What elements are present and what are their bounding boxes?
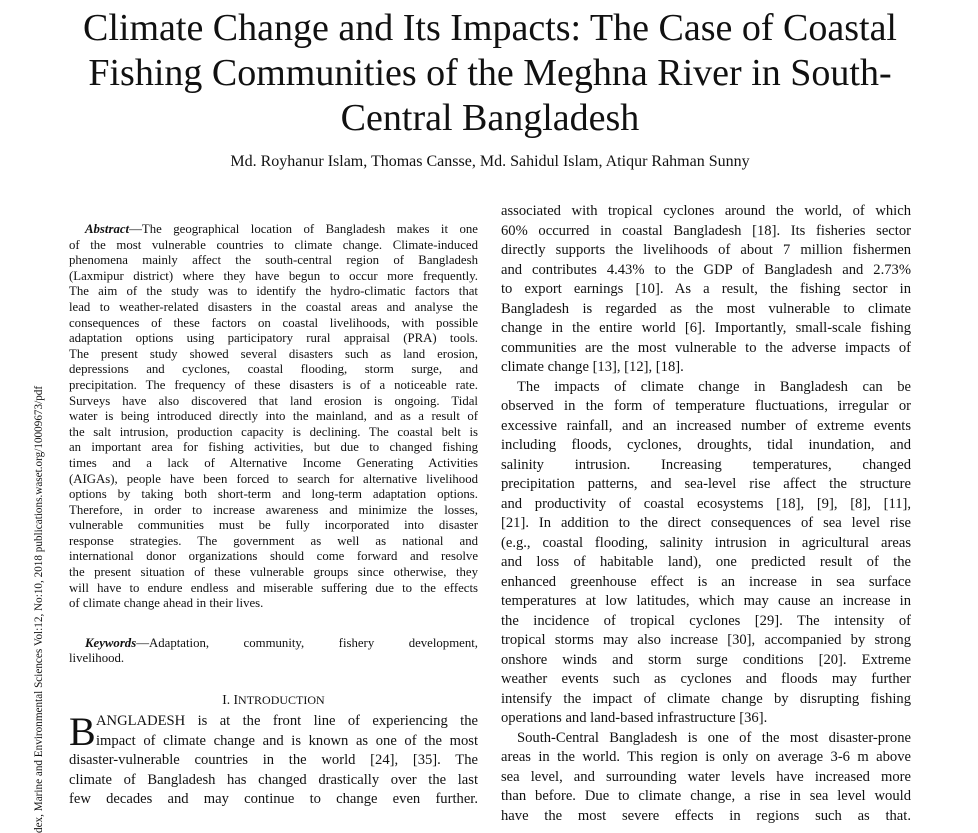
abstract-line: an important area for fishing activities, but due to changed fishing — [69, 440, 478, 455]
body-line: enhanced greenhouse effect is an increase in sea surface — [501, 573, 911, 590]
intro-line: climate of Bangladesh has changed drastically over the last — [69, 771, 478, 788]
body-line: precipitation patterns, and sea-level rise affect the structure — [501, 476, 911, 492]
body-line: the incidence of tropical cyclones [29]. The intensity of — [501, 612, 911, 629]
abstract-line: (AIGAs), people have been forced to search for alternative livelihood — [69, 471, 478, 486]
abstract-line: international donor organizations should come forward and resolve — [69, 549, 478, 564]
drop-cap: B — [69, 709, 96, 755]
body-line: (e.g., coastal flooding, salinity intrusion in agricultural areas — [501, 534, 911, 551]
intro-line: disaster-vulnerable countries in the world [24], [35]. The — [69, 752, 478, 769]
abstract-line: the salt intrusion, production capacity is declining. The coastal belt is — [69, 424, 478, 439]
body-line: areas in the world. This region is only on average 3-6 m above — [501, 749, 911, 765]
abstract-section — [69, 222, 478, 612]
body-line: operations and land-based infrastructure [36]. — [501, 710, 768, 726]
intro-line: few decades and may continue to change even further. — [69, 791, 478, 808]
left-column — [69, 222, 478, 810]
body-line: weather events such as cyclones and floods may further — [501, 671, 911, 687]
body-line: observed in the form of temperature fluctuations, irregular or — [501, 398, 911, 414]
abstract-line: precipitation. The frequency of these disasters is of a noticeable rate. — [69, 377, 478, 392]
body-line: and loss of habitable land), one predicted result of the — [501, 554, 911, 570]
paper-title: Climate Change and Its Impacts: The Case of Coastal Fishing Communities of the Meghna River in South-Central Bangladesh — [83, 7, 897, 139]
abstract-line: vulnerable communities must be fully incorporated into disaster — [69, 518, 478, 533]
body-line: to export earnings [10]. As a result, the fishing sector in — [501, 281, 911, 297]
body-line: climate change [13], [12], [18]. — [501, 359, 684, 375]
body-line: temperatures at low latitudes, which may cause an increase in — [501, 593, 911, 609]
body-line: salinity intrusion. Increasing temperatures, changed — [501, 456, 911, 473]
body-line: excessive rainfall, and an increased number of extreme events — [501, 417, 911, 434]
abstract-line: times and a lack of Alternative Income Generating Activities — [69, 455, 478, 470]
abstract-line: Therefore, in order to increase awareness and minimize the losses, — [69, 502, 478, 517]
keywords-line: livelihood. — [69, 651, 125, 666]
body-line: The impacts of climate change in Bangladesh can be — [517, 378, 911, 395]
abstract-line: depressions and cyclones, coastal flooding, storm surge, and — [69, 362, 478, 377]
abstract-line: phenomena mainly affect the south-central region of Bangladesh — [69, 253, 478, 268]
body-line: onshore winds and storm surge conditions [20]. Extreme — [501, 651, 911, 668]
abstract-line: of the most vulnerable countries to climate change. Climate-induced — [69, 237, 478, 252]
body-line: change in the entire world [6]. Importantly, small-scale fishing — [501, 320, 911, 336]
introduction-paragraph — [69, 709, 478, 810]
body-line: directly supports the livelihoods of about 7 million fishermen — [501, 242, 911, 258]
abstract-line: will have to endure endless and miserable suffering due to the effects — [69, 580, 478, 595]
body-line: have the most severe effects in regions such as that. — [501, 807, 911, 824]
abstract-line: of climate change ahead in their lives. — [69, 596, 264, 611]
body-line: [21]. In addition to the direct consequences of sea level rise — [501, 515, 911, 531]
abstract-line: consequences of these factors on coastal livelihoods, with possible — [69, 315, 478, 330]
body-line: and contributes 4.43% to the GDP of Bangladesh and 2.73% — [501, 261, 911, 278]
keywords-section — [69, 636, 478, 667]
abstract-line: water is being introduced directly into the mainland, and as a result of — [69, 409, 478, 424]
journal-side-label: dex, Marine and Environmental Sciences Vol:12, No:10, 2018 publications.waset.org/10009673/pdf — [33, 385, 45, 833]
body-line: communities are the most vulnerable to the adverse impacts of — [501, 339, 911, 356]
body-line: sea level, and surrounding water levels have increased more — [501, 768, 911, 785]
abstract-line: Abstract—The geographical location of Bangladesh makes it one — [85, 222, 478, 236]
intro-line: impact of climate change and is known as one of the most — [96, 732, 478, 749]
right-column — [501, 202, 911, 826]
author-list: Md. Royhanur Islam, Thomas Cansse, Md. Sahidul Islam, Atiqur Rahman Sunny — [230, 153, 750, 170]
abstract-line: Surveys have also discovered that land erosion is ongoing. Tidal — [69, 393, 478, 408]
body-line: intensify the impact of climate change by disrupting fishing — [501, 690, 911, 707]
keywords-label: Keywords — [85, 635, 137, 650]
body-line: 60% occurred in coastal Bangladesh [18]. Its fisheries sector — [501, 222, 911, 239]
abstract-line: The aim of the study was to identify the hydro-climatic factors that — [69, 284, 478, 299]
abstract-label: Abstract — [85, 222, 130, 236]
abstract-line: (Laxmipur district) where they have begun to occur more frequently. — [69, 268, 478, 283]
keywords-line: Keywords—Adaptation, community, fishery development, — [85, 635, 478, 650]
body-line: than before. Due to climate change, a rise in sea level would — [501, 788, 911, 804]
abstract-line: options by taking both short-term and long-term adaptation options. — [69, 487, 478, 502]
abstract-line: response strategies. The government as well as national and — [69, 533, 478, 548]
body-line: associated with tropical cyclones around the world, of which — [501, 203, 911, 219]
abstract-line: lead to weather-related disasters in the coastal areas and analyse the — [69, 299, 478, 314]
body-line: including floods, cyclones, droughts, tidal inundation, and — [501, 437, 911, 453]
body-line: South-Central Bangladesh is one of the most disaster-prone — [517, 729, 911, 746]
section-heading-introduction: I. INTRODUCTION — [222, 692, 325, 708]
abstract-line: adaptation options using participatory rural appraisal (PRA) tools. — [69, 331, 478, 346]
abstract-line: the present situation of these vulnerable groups since otherwise, they — [69, 565, 478, 580]
intro-line: ANGLADESH is at the front line of experiencing the — [96, 713, 478, 730]
abstract-line: The present study showed several disasters such as land erosion, — [69, 346, 478, 361]
body-line: tropical storms may also increase [30], accompanied by strong — [501, 632, 911, 648]
body-line: Bangladesh is regarded as the most vulnerable to climate — [501, 300, 911, 317]
body-line: and productivity of coastal ecosystems [18], [9], [8], [11], — [501, 495, 911, 512]
